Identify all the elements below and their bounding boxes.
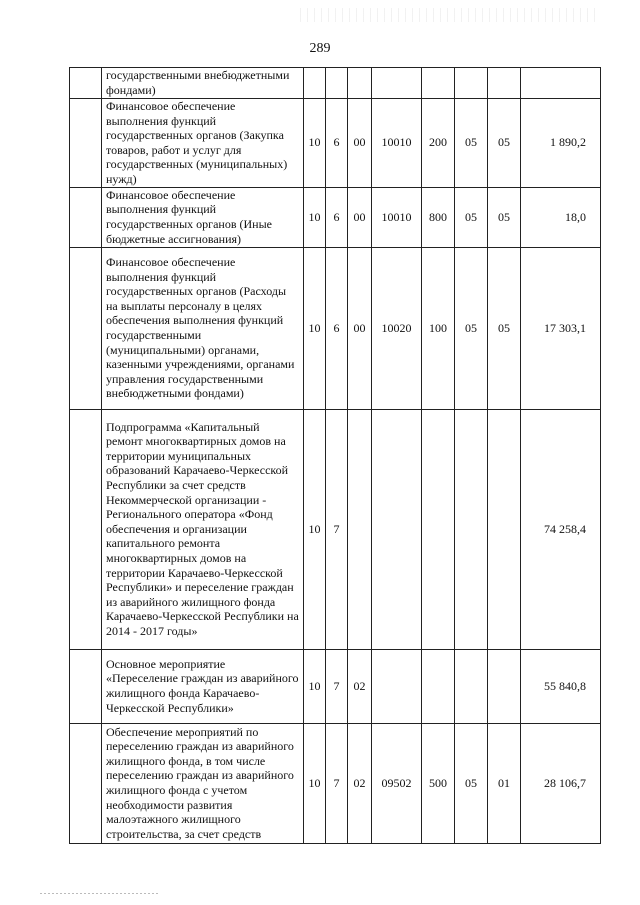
amount-value: 74 258,4: [521, 409, 601, 649]
blank-cell: [70, 409, 102, 649]
col-7-value: 05: [488, 187, 521, 247]
row-description: Финансовое обеспечение выполнения функций государственных органов (Иные бюджетные ассигнования): [102, 187, 304, 247]
col-7-value: 01: [488, 723, 521, 843]
row-description: Финансовое обеспечение выполнения функций государственных органов (Закупка товаров, работ и услуг для государственных (муниципальных) нужд): [102, 99, 304, 188]
col-5-value: 100: [422, 247, 455, 409]
table-row: [70, 247, 601, 409]
col-6-value: [455, 68, 488, 99]
amount-value: 17 303,1: [521, 247, 601, 409]
col-6-value: 05: [455, 247, 488, 409]
col-2-value: 6: [326, 99, 348, 188]
bottom-rule: [40, 893, 160, 894]
table-row: [70, 99, 601, 188]
col-4-value: [372, 409, 422, 649]
col-3-value: [348, 409, 372, 649]
amount-value: 18,0: [521, 187, 601, 247]
col-3-value: [348, 68, 372, 99]
col-6-value: 05: [455, 99, 488, 188]
col-2-value: [326, 68, 348, 99]
col-6-value: 05: [455, 187, 488, 247]
row-description: Основное мероприятие «Переселение граждан из аварийного жилищного фонда Карачаево-Черкесской Республики»: [102, 649, 304, 723]
table-body: [70, 68, 601, 844]
scan-artifact: [300, 8, 600, 22]
col-4-value: [372, 649, 422, 723]
col-4-value: 10020: [372, 247, 422, 409]
amount-value: [521, 68, 601, 99]
row-description: Обеспечение мероприятий по переселению граждан из аварийного жилищного фонда, в том числе переселению граждан из аварийного жилищного фонда с учетом необходимости развития малоэтажного жилищного строительства, за счет средств: [102, 723, 304, 843]
col-5-value: [422, 68, 455, 99]
table-row: [70, 409, 601, 649]
col-5-value: 200: [422, 99, 455, 188]
col-2-value: 7: [326, 723, 348, 843]
blank-cell: [70, 247, 102, 409]
col-6-value: 05: [455, 723, 488, 843]
row-description: Подпрограмма «Капитальный ремонт многоквартирных домов на территории муниципальных образований Карачаево-Черкесской Республики за счет средств Некоммерческой организации - Регионального оператора «Фонд обеспечения и организации капитального ремонта многоквартирных домов на территории Карачаево-Черкесской Республики» и переселение граждан из аварийного жилищного фонда Карачаево-Черкесской Республики на 2014 - 2017 годы»: [102, 409, 304, 649]
col-2-value: 6: [326, 247, 348, 409]
col-5-value: [422, 649, 455, 723]
amount-value: 28 106,7: [521, 723, 601, 843]
row-description: государственными внебюджетными фондами): [102, 68, 304, 99]
blank-cell: [70, 649, 102, 723]
col-4-value: 10010: [372, 187, 422, 247]
col-5-value: 800: [422, 187, 455, 247]
table-row: [70, 723, 601, 843]
col-4-value: [372, 68, 422, 99]
page-number: 289: [309, 41, 331, 56]
col-1-value: 10: [304, 649, 326, 723]
col-7-value: 05: [488, 247, 521, 409]
col-1-value: 10: [304, 409, 326, 649]
amount-value: 1 890,2: [521, 99, 601, 188]
col-1-value: 10: [304, 723, 326, 843]
col-3-value: 00: [348, 99, 372, 188]
col-1-value: [304, 68, 326, 99]
col-2-value: 7: [326, 649, 348, 723]
blank-cell: [70, 68, 102, 99]
col-3-value: 00: [348, 187, 372, 247]
blank-cell: [70, 723, 102, 843]
table-row: [70, 187, 601, 247]
col-4-value: 09502: [372, 723, 422, 843]
blank-cell: [70, 99, 102, 188]
blank-cell: [70, 187, 102, 247]
col-2-value: 7: [326, 409, 348, 649]
col-5-value: 500: [422, 723, 455, 843]
col-1-value: 10: [304, 99, 326, 188]
col-3-value: 02: [348, 723, 372, 843]
table-row: [70, 649, 601, 723]
table-row: [70, 68, 601, 99]
col-3-value: 02: [348, 649, 372, 723]
col-2-value: 6: [326, 187, 348, 247]
col-1-value: 10: [304, 247, 326, 409]
budget-table: [69, 67, 601, 844]
col-6-value: [455, 409, 488, 649]
col-3-value: 00: [348, 247, 372, 409]
amount-value: 55 840,8: [521, 649, 601, 723]
col-7-value: [488, 409, 521, 649]
col-7-value: 05: [488, 99, 521, 188]
col-1-value: 10: [304, 187, 326, 247]
col-6-value: [455, 649, 488, 723]
col-7-value: [488, 68, 521, 99]
col-5-value: [422, 409, 455, 649]
col-7-value: [488, 649, 521, 723]
col-4-value: 10010: [372, 99, 422, 188]
row-description: Финансовое обеспечение выполнения функций государственных органов (Расходы на выплаты персоналу в целях обеспечения выполнения функций государственными (муниципальными) органами, казенными учреждениями, органами управления государственными внебюджетными фондами): [102, 247, 304, 409]
